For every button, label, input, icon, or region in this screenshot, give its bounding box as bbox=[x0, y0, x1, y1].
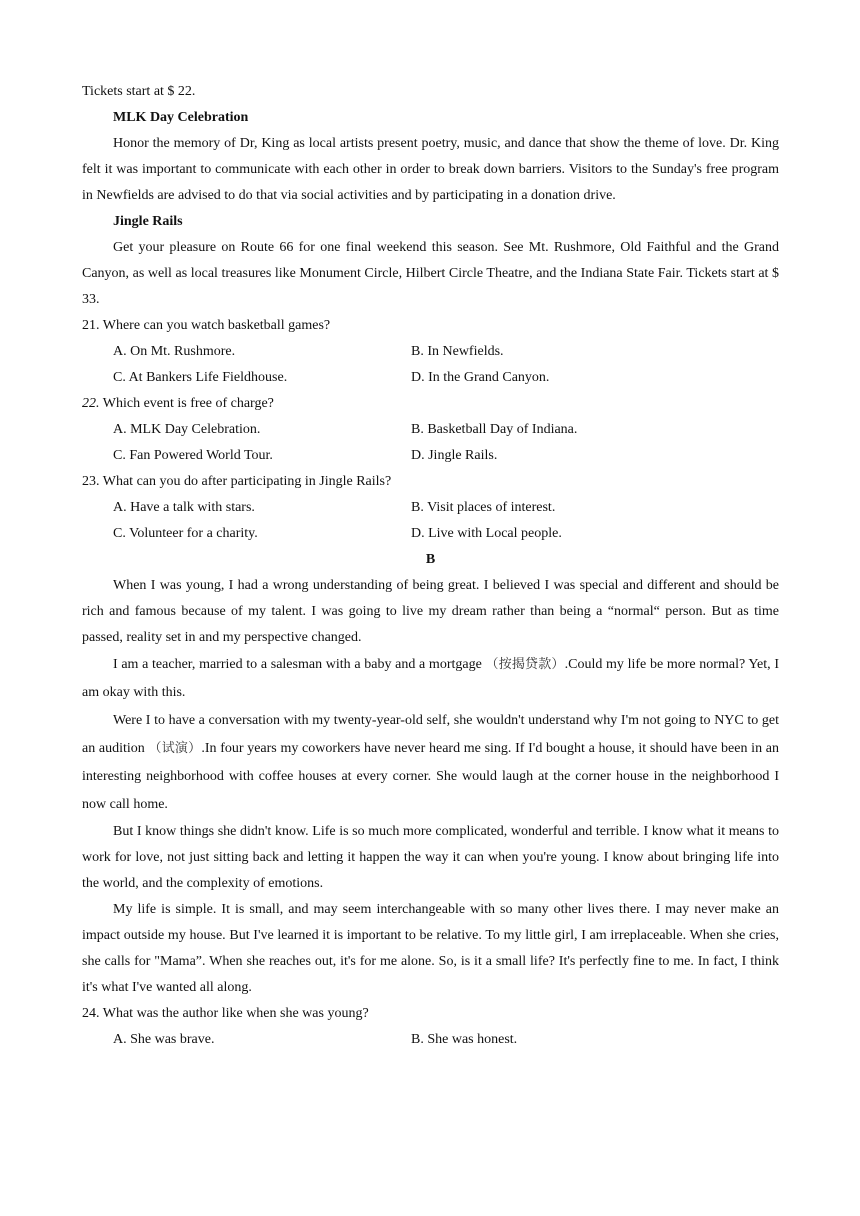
option-b: B. She was honest. bbox=[411, 1032, 518, 1047]
paragraph-text: I am a teacher, married to a salesman with a baby and a mortgage bbox=[113, 657, 486, 672]
option-c: C. At Bankers Life Fieldhouse. bbox=[113, 370, 288, 385]
question-text: Which event is free of charge? bbox=[99, 396, 274, 411]
options-row bbox=[82, 339, 779, 365]
option-d: D. Jingle Rails. bbox=[411, 448, 498, 463]
question-23 bbox=[82, 469, 779, 495]
mlk-paragraph: Honor the memory of Dr, King as local artists present poetry, music, and dance that show the theme of love. Dr. King felt it was important to communicate with each other in order to break down barriers. Visitors to the Sunday's free program in Newfields are advised to do that via social activities and by participating in a donation drive. bbox=[82, 136, 779, 203]
options-row bbox=[82, 443, 779, 469]
question-text: What can you do after participating in Jingle Rails? bbox=[99, 474, 392, 489]
paragraph-text: Were I to have a conversation with my twenty-year-old self, she wouldn't understand why I'm not going to NYC to get an audition bbox=[82, 713, 779, 756]
options-row bbox=[82, 365, 779, 391]
passage-paragraph-4: But I know things she didn't know. Life is so much more complicated, wonderful and terrible. I know what it means to work for love, not just sitting back and letting it happen the way it can when you're young. I know about bringing life into the world, and the complexity of emotions. bbox=[82, 824, 779, 891]
page-content bbox=[82, 79, 779, 1053]
question-21 bbox=[82, 313, 779, 339]
option-b: B. In Newfields. bbox=[411, 344, 504, 359]
option-c: C. Fan Powered World Tour. bbox=[113, 448, 273, 463]
options-row bbox=[82, 417, 779, 443]
paragraph-text: .In four years my coworkers have never heard me sing. If I'd bought a house, it should have been in an interesting neighborhood with coffee houses at every corner. She would laugh at the corner house in the neighborhood I now call home. bbox=[82, 741, 779, 812]
jingle-heading: Jingle Rails bbox=[113, 214, 183, 229]
question-text: What was the author like when she was young? bbox=[99, 1006, 369, 1021]
question-number: 24. bbox=[82, 1006, 100, 1021]
mlk-heading: MLK Day Celebration bbox=[113, 110, 249, 125]
question-text: Where can you watch basketball games? bbox=[99, 318, 331, 333]
question-22 bbox=[82, 391, 779, 417]
option-a: A. Have a talk with stars. bbox=[113, 500, 255, 515]
question-24 bbox=[82, 1001, 779, 1027]
option-d: D. In the Grand Canyon. bbox=[411, 370, 550, 385]
question-number: 21. bbox=[82, 318, 100, 333]
jingle-paragraph: Get your pleasure on Route 66 for one final weekend this season. See Mt. Rushmore, Old Faithful and the Grand Canyon, as well as local treasures like Monument Circle, Hilbert Circle Theatre, and the Indiana State Fair. Tickets start at $ 33. bbox=[82, 240, 779, 307]
chinese-gloss: （试演） bbox=[148, 741, 202, 756]
section-b-heading: B bbox=[425, 552, 436, 567]
question-number: 23. bbox=[82, 474, 100, 489]
options-row bbox=[82, 1027, 779, 1053]
option-d: D. Live with Local people. bbox=[411, 526, 562, 541]
option-a: A. She was brave. bbox=[113, 1032, 215, 1047]
option-a: A. On Mt. Rushmore. bbox=[113, 344, 236, 359]
passage-paragraph-2 bbox=[82, 651, 779, 707]
passage-paragraph-3 bbox=[82, 707, 779, 819]
option-b: B. Basketball Day of Indiana. bbox=[411, 422, 578, 437]
question-number: 22. bbox=[82, 396, 100, 411]
passage-paragraph-1: When I was young, I had a wrong understanding of being great. I believed I was special and different and should be rich and famous because of my talent. I was going to live my dream rather than being a “normal“ person. But as time passed, reality set in and my perspective changed. bbox=[82, 578, 779, 645]
option-c: C. Volunteer for a charity. bbox=[113, 526, 258, 541]
tickets-line: Tickets start at $ 22. bbox=[82, 84, 196, 99]
chinese-gloss: （按揭贷款） bbox=[485, 657, 565, 672]
option-a: A. MLK Day Celebration. bbox=[113, 422, 261, 437]
options-row bbox=[82, 521, 779, 547]
options-row bbox=[82, 495, 779, 521]
option-b: B. Visit places of interest. bbox=[411, 500, 556, 515]
passage-paragraph-5: My life is simple. It is small, and may seem interchangeable with so many other lives there. I may never make an impact outside my house. But I've learned it is important to be relative. To my little girl, I am irreplaceable. When she cries, she calls for "Mama”. When she reaches out, it's for me alone. So, is it a small life? It's perfectly fine to me. In fact, I think it's what I've wanted all along. bbox=[82, 902, 779, 995]
paragraph-text: .Could my life be more normal? Yet, I am okay with this. bbox=[82, 657, 779, 700]
